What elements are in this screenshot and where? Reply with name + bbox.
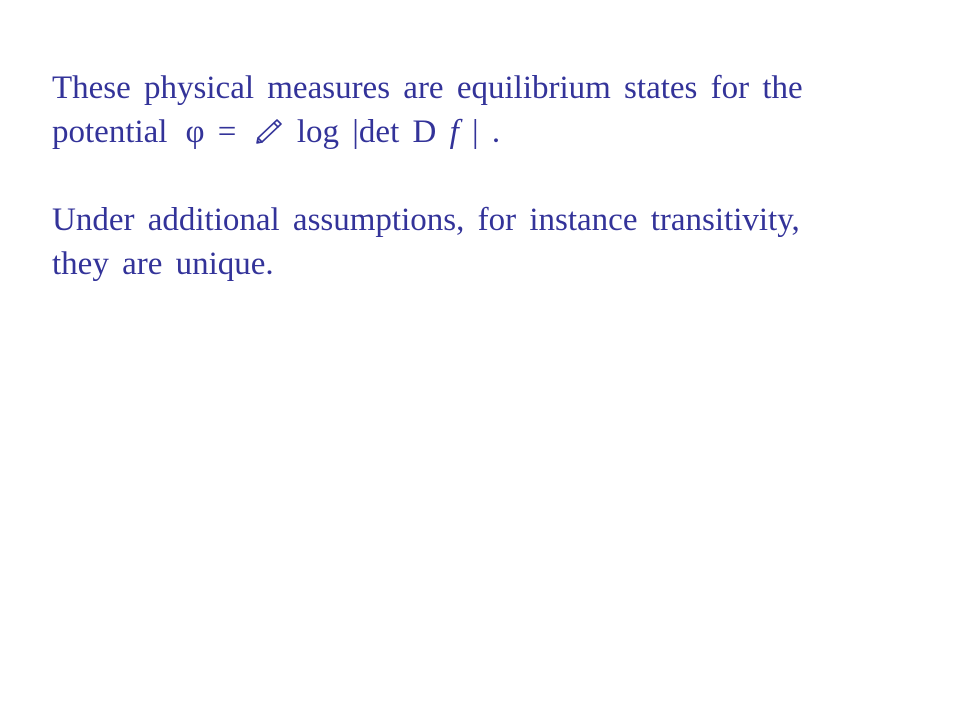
paragraph1-line1: These physical measures are equilibrium states for the — [52, 70, 803, 106]
paragraph2-line2: they are unique. — [52, 246, 274, 282]
potential-word: potential — [52, 114, 168, 150]
log-det-expression: log |det D — [296, 114, 437, 150]
paragraph2-line1: Under additional assumptions, for instance transitivity, — [52, 202, 800, 238]
function-f: f — [449, 114, 459, 150]
paragraph-equilibrium-states — [52, 66, 892, 154]
closing-bar-period: | . — [471, 114, 501, 150]
slide-text — [52, 66, 892, 330]
pencil-icon — [250, 116, 284, 146]
phi-symbol: φ — [185, 114, 205, 150]
paragraph1-line2 — [52, 110, 892, 154]
paragraph-uniqueness — [52, 198, 892, 286]
equals-sign: = — [217, 114, 237, 150]
